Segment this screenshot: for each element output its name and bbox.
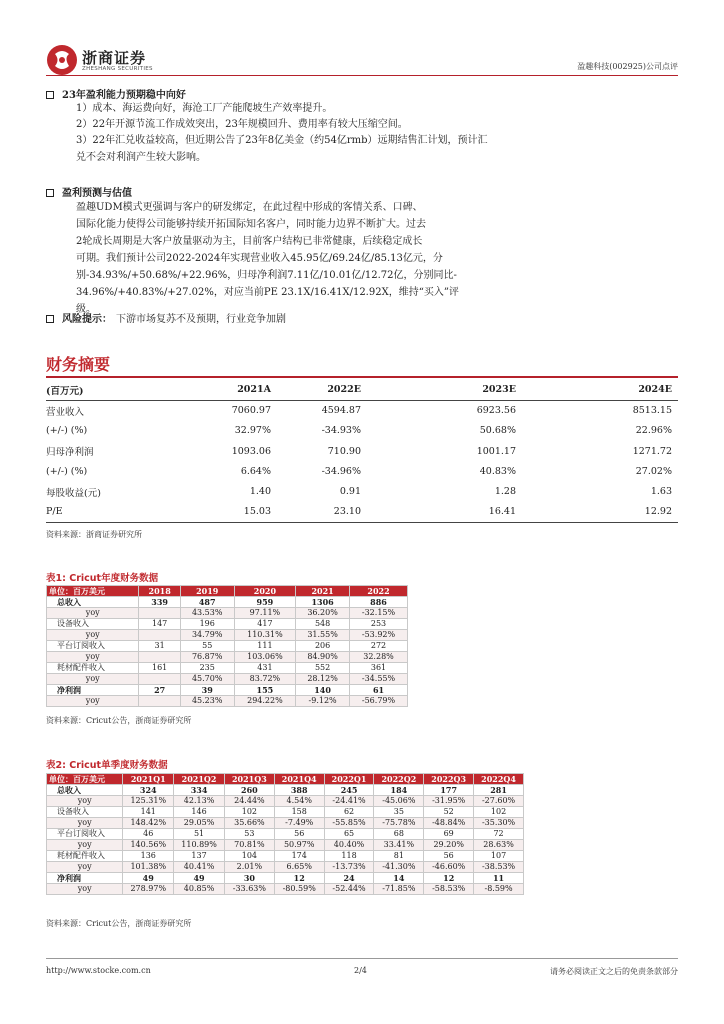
cell: 40.40% [324, 840, 374, 851]
row-label: yoy [47, 696, 139, 707]
table-row [47, 674, 408, 685]
cell: -32.15% [350, 608, 408, 619]
cell: 552 [296, 663, 350, 674]
cell: 72 [474, 829, 524, 840]
cell: 886 [350, 597, 408, 608]
cell: 69 [424, 829, 474, 840]
cell: 417 [234, 619, 296, 630]
table-row [47, 851, 524, 862]
table-header-row [47, 774, 524, 785]
section-risk: 风险提示： 下游市场复苏不及预期，行业竞争加剧 [46, 310, 286, 325]
cell: 11 [474, 873, 524, 884]
cell: 4.54% [274, 796, 324, 807]
cell: 184 [374, 785, 424, 796]
cell: 710.90 [327, 445, 361, 457]
table2 [46, 773, 524, 895]
cell: 84.90% [296, 652, 350, 663]
cell: 28.63% [474, 840, 524, 851]
header-cell: 单位：百万美元 [47, 586, 139, 597]
cell: -33.63% [224, 884, 274, 895]
cell: 253 [350, 619, 408, 630]
row-label: yoy [47, 840, 123, 851]
cell: 158 [274, 807, 324, 818]
header-cell: 2021Q2 [174, 774, 225, 785]
cell: 174 [274, 851, 324, 862]
table-row [47, 652, 408, 663]
cell: -13.73% [324, 862, 374, 873]
cell: 33.41% [374, 840, 424, 851]
forecast-line: 盈趣UDM模式更强调与客户的研发绑定，在此过程中形成的客情关系、口碑、 [76, 202, 423, 213]
forecast-line: 别-34.93%/+50.68%/+22.96%，归母净利润7.11亿/10.01亿/12.72亿，分别同比- [76, 270, 457, 281]
cell: 31.55% [296, 630, 350, 641]
cell: 56 [424, 851, 474, 862]
cell: 45.70% [180, 674, 234, 685]
cell: -35.30% [474, 818, 524, 829]
table2-source: 资料来源：Cricut公告，浙商证券研究所 [46, 919, 192, 928]
cell: 196 [180, 619, 234, 630]
cell: 103.06% [234, 652, 296, 663]
cell: 49 [174, 873, 225, 884]
profit-item: 2）22年开源节流工作成效突出，23年规模回升、费用率有较大压缩空间。 [76, 119, 408, 130]
cell: 76.87% [180, 652, 234, 663]
footer-divider [46, 958, 678, 959]
table-row [46, 502, 678, 522]
header-cell: 2021Q1 [123, 774, 174, 785]
header-cell: 2021Q3 [224, 774, 274, 785]
cell: 548 [296, 619, 350, 630]
cell: 104 [224, 851, 274, 862]
table-row [47, 696, 408, 707]
table-row [47, 840, 524, 851]
cell: 83.72% [234, 674, 296, 685]
cell: 81 [374, 851, 424, 862]
cell: 55 [180, 641, 234, 652]
cell: 136 [123, 851, 174, 862]
checkbox-bullet-icon [46, 189, 54, 197]
header-cell: 2021Q4 [274, 774, 324, 785]
table-row [47, 829, 524, 840]
cell: 97.11% [234, 608, 296, 619]
cell: 235 [180, 663, 234, 674]
table-row [47, 597, 408, 608]
header-cell: 2021A [237, 384, 271, 396]
cell: 24 [324, 873, 374, 884]
cell: 260 [224, 785, 274, 796]
cell: 52 [424, 807, 474, 818]
cell: 8513.15 [632, 405, 672, 417]
cell: 50.97% [274, 840, 324, 851]
cell: 32.28% [350, 652, 408, 663]
cell: -46.60% [424, 862, 474, 873]
cell [139, 652, 180, 663]
cell: 1306 [296, 597, 350, 608]
table-row [47, 630, 408, 641]
cell: 16.41 [488, 506, 516, 518]
cell: -58.53% [424, 884, 474, 895]
cell: 1001.17 [476, 445, 516, 457]
row-label: 平台订阅收入 [47, 641, 139, 652]
cell: 39 [180, 685, 234, 696]
cell: 35.66% [224, 818, 274, 829]
header-cell: 2022Q3 [424, 774, 474, 785]
cell: -55.85% [324, 818, 374, 829]
row-label: yoy [47, 674, 139, 685]
cell: 7060.97 [231, 405, 271, 417]
cell: 36.20% [296, 608, 350, 619]
cell: 40.85% [174, 884, 225, 895]
cell: 101.38% [123, 862, 174, 873]
checkbox-bullet-icon [46, 91, 54, 99]
cell: 27.02% [635, 465, 672, 477]
row-label: 净利润 [47, 685, 139, 696]
cell: 28.12% [296, 674, 350, 685]
cell: 1.28 [494, 486, 516, 498]
cell: 6.64% [240, 465, 271, 477]
row-label: 总收入 [47, 597, 139, 608]
cell [139, 630, 180, 641]
cell: 140.56% [123, 840, 174, 851]
summary-divider [46, 376, 678, 378]
cell: -7.49% [274, 818, 324, 829]
cell: -41.30% [374, 862, 424, 873]
cell: 6.65% [274, 862, 324, 873]
cell: 40.41% [174, 862, 225, 873]
cell: 155 [234, 685, 296, 696]
profit-item: 3）22年汇兑收益较高，但近期公告了23年8亿美金（约54亿rmb）远期结售汇计划，预计汇兑不会对利润产生较大影响。 [76, 135, 488, 163]
cell: -34.96% [321, 465, 361, 477]
table-row [46, 421, 678, 441]
row-label: yoy [47, 796, 123, 807]
row-label: 每股收益(元) [46, 487, 101, 499]
row-label: yoy [47, 884, 123, 895]
header-cell: 2022Q1 [324, 774, 374, 785]
report-tag: 盈趣科技(002925)公司点评 [577, 62, 678, 71]
cell: 61 [350, 685, 408, 696]
cell: 1.40 [249, 486, 271, 498]
cell: -9.12% [296, 696, 350, 707]
header-cell: 2020 [234, 586, 296, 597]
cell: 62 [324, 807, 374, 818]
cell: 161 [139, 663, 180, 674]
cell: -75.78% [374, 818, 424, 829]
table-row [46, 481, 678, 501]
row-label: (+/-) (%) [46, 425, 88, 437]
cell: 6923.56 [476, 405, 516, 417]
header-cell: 2021 [296, 586, 350, 597]
cell: 339 [139, 597, 180, 608]
cell: 15.03 [243, 506, 271, 518]
cell: 110.89% [174, 840, 225, 851]
cell: 50.68% [479, 425, 516, 437]
cell: 1271.72 [632, 445, 672, 457]
forecast-line: 国际化能力使得公司能够持续开拓国际知名客户，同时能力边界不断扩大。过去 [76, 219, 426, 230]
cell: 146 [174, 807, 225, 818]
cell: 110.31% [234, 630, 296, 641]
cell: 1093.06 [231, 445, 271, 457]
cell: 46 [123, 829, 174, 840]
cell: -71.85% [374, 884, 424, 895]
cell: 107 [474, 851, 524, 862]
cell: 49 [123, 873, 174, 884]
company-name: 浙商证券 [82, 49, 147, 67]
cell: 53 [224, 829, 274, 840]
cell: -24.41% [324, 796, 374, 807]
cell: 35 [374, 807, 424, 818]
header-cell: 2019 [180, 586, 234, 597]
row-label: yoy [47, 630, 139, 641]
table-row [47, 807, 524, 818]
cell: 102 [474, 807, 524, 818]
row-label: 净利润 [47, 873, 123, 884]
table1-source: 资料来源：Cricut公告，浙商证券研究所 [46, 716, 192, 725]
table-row [47, 873, 524, 884]
cell [139, 674, 180, 685]
header-cell: 2022 [350, 586, 408, 597]
cell: 29.20% [424, 840, 474, 851]
forecast-line: 34.96%/+40.83%/+27.02%，对应当前PE 23.1X/16.41X/12.92X，维持“买入”评 [76, 287, 459, 298]
cell: -8.59% [474, 884, 524, 895]
row-label: 耗材配件收入 [47, 851, 123, 862]
checkbox-bullet-icon [46, 315, 54, 323]
forecast-line: 2轮成长周期是大客户放量驱动为主，目前客户结构已非常健康，后续稳定成长 [76, 236, 423, 247]
cell: 140 [296, 685, 350, 696]
table-header-row [46, 380, 678, 400]
cell: 0.91 [339, 486, 361, 498]
cell: 22.96% [635, 425, 672, 437]
cell: 34.79% [180, 630, 234, 641]
table-row [46, 441, 678, 461]
cell: 272 [350, 641, 408, 652]
cell: 45.23% [180, 696, 234, 707]
forecast-body [76, 199, 506, 318]
table-row [46, 461, 678, 481]
table-row [47, 608, 408, 619]
table-row [47, 619, 408, 630]
cell: 56 [274, 829, 324, 840]
table-row [47, 641, 408, 652]
section-profit-title: 23年盈利能力预期稳中向好 [46, 86, 186, 101]
table-row [47, 685, 408, 696]
cell: 51 [174, 829, 225, 840]
cell: 206 [296, 641, 350, 652]
cell: 278.97% [123, 884, 174, 895]
row-label: 设备收入 [47, 807, 123, 818]
page-number: 2/4 [354, 966, 367, 975]
table1 [46, 585, 408, 707]
header-cell: 2022Q4 [474, 774, 524, 785]
cell: 43.53% [180, 608, 234, 619]
cell: 42.13% [174, 796, 225, 807]
cell: 30 [224, 873, 274, 884]
cell: 4594.87 [321, 405, 361, 417]
cell: 31 [139, 641, 180, 652]
row-label: P/E [46, 506, 63, 518]
cell: -31.95% [424, 796, 474, 807]
header-cell: 2023E [482, 384, 516, 396]
section-forecast-title: 盈利预测与估值 [46, 184, 132, 199]
cell: 177 [424, 785, 474, 796]
row-label: yoy [47, 608, 139, 619]
cell: 324 [123, 785, 174, 796]
cell: 1.63 [650, 486, 672, 498]
logo-mark-icon [46, 44, 78, 76]
cell: -48.84% [424, 818, 474, 829]
row-label: yoy [47, 652, 139, 663]
cell: 65 [324, 829, 374, 840]
table-header-row [47, 586, 408, 597]
cell: 245 [324, 785, 374, 796]
table-row [47, 862, 524, 873]
summary-source: 资料来源：浙商证券研究所 [46, 530, 142, 539]
cell: -34.93% [321, 425, 361, 437]
table-row [47, 884, 524, 895]
cell: 70.81% [224, 840, 274, 851]
table1-title: 表1: Cricut年度财务数据 [46, 573, 159, 584]
cell: 294.22% [234, 696, 296, 707]
cell: 147 [139, 619, 180, 630]
profit-item: 1）成本、海运费向好，海沧工厂产能爬坡生产效率提升。 [76, 103, 333, 114]
cell: 14 [374, 873, 424, 884]
row-label: 营业收入 [46, 406, 85, 418]
cell: 125.31% [123, 796, 174, 807]
table-row [46, 400, 678, 420]
cell: 487 [180, 597, 234, 608]
table2-title: 表2: Cricut单季度财务数据 [46, 760, 168, 771]
cell: 334 [174, 785, 225, 796]
table-row [47, 663, 408, 674]
cell: 141 [123, 807, 174, 818]
cell: 12.92 [644, 506, 672, 518]
cell: -27.60% [474, 796, 524, 807]
row-label: 耗材配件收入 [47, 663, 139, 674]
cell: 388 [274, 785, 324, 796]
cell: 148.42% [123, 818, 174, 829]
cell: 32.97% [234, 425, 271, 437]
row-label: 平台订阅收入 [47, 829, 123, 840]
cell: 12 [424, 873, 474, 884]
header-cell: 2018 [139, 586, 180, 597]
row-label: 归母净利润 [46, 447, 94, 459]
header-cell: 2024E [638, 384, 672, 396]
cell: 281 [474, 785, 524, 796]
cell: 24.44% [224, 796, 274, 807]
footer-url[interactable]: http://www.stocke.com.cn [46, 966, 151, 975]
cell: 29.05% [174, 818, 225, 829]
header-cell: 2022Q2 [374, 774, 424, 785]
header-divider [46, 75, 678, 76]
row-label: (+/-) (%) [46, 465, 88, 477]
cell: 102 [224, 807, 274, 818]
cell: 23.10 [333, 506, 361, 518]
cell: 12 [274, 873, 324, 884]
cell: -38.53% [474, 862, 524, 873]
cell [139, 608, 180, 619]
cell: 137 [174, 851, 225, 862]
cell: 68 [374, 829, 424, 840]
cell: -45.06% [374, 796, 424, 807]
table-row [47, 796, 524, 807]
cell: 2.01% [224, 862, 274, 873]
row-label: yoy [47, 862, 123, 873]
cell: 361 [350, 663, 408, 674]
header-cell: 2022E [327, 384, 361, 396]
cell: 431 [234, 663, 296, 674]
financial-summary-title: 财务摘要 [46, 355, 111, 374]
table-row [47, 785, 524, 796]
cell: 40.83% [479, 465, 516, 477]
header-cell: 单位：百万美元 [47, 774, 123, 785]
cell: -53.92% [350, 630, 408, 641]
company-name-en: ZHESHANG SECURITIES [82, 66, 153, 72]
cell: -80.59% [274, 884, 324, 895]
forecast-line: 可期。我们预计公司2022-2024年实现营业收入45.95亿/69.24亿/85.13亿元，分 [76, 253, 443, 264]
cell: 118 [324, 851, 374, 862]
forecast-line: 级。 [76, 304, 96, 315]
table-row [47, 818, 524, 829]
cell [139, 696, 180, 707]
header-cell: (百万元) [46, 385, 84, 397]
cell: -56.79% [350, 696, 408, 707]
cell: -52.44% [324, 884, 374, 895]
financial-summary-table [46, 380, 678, 523]
row-label: yoy [47, 818, 123, 829]
row-label: 总收入 [47, 785, 123, 796]
cell: -34.55% [350, 674, 408, 685]
row-label: 设备收入 [47, 619, 139, 630]
footer-disclaimer: 请务必阅读正文之后的免责条款部分 [550, 967, 678, 976]
cell: 959 [234, 597, 296, 608]
cell: 111 [234, 641, 296, 652]
cell: 27 [139, 685, 180, 696]
